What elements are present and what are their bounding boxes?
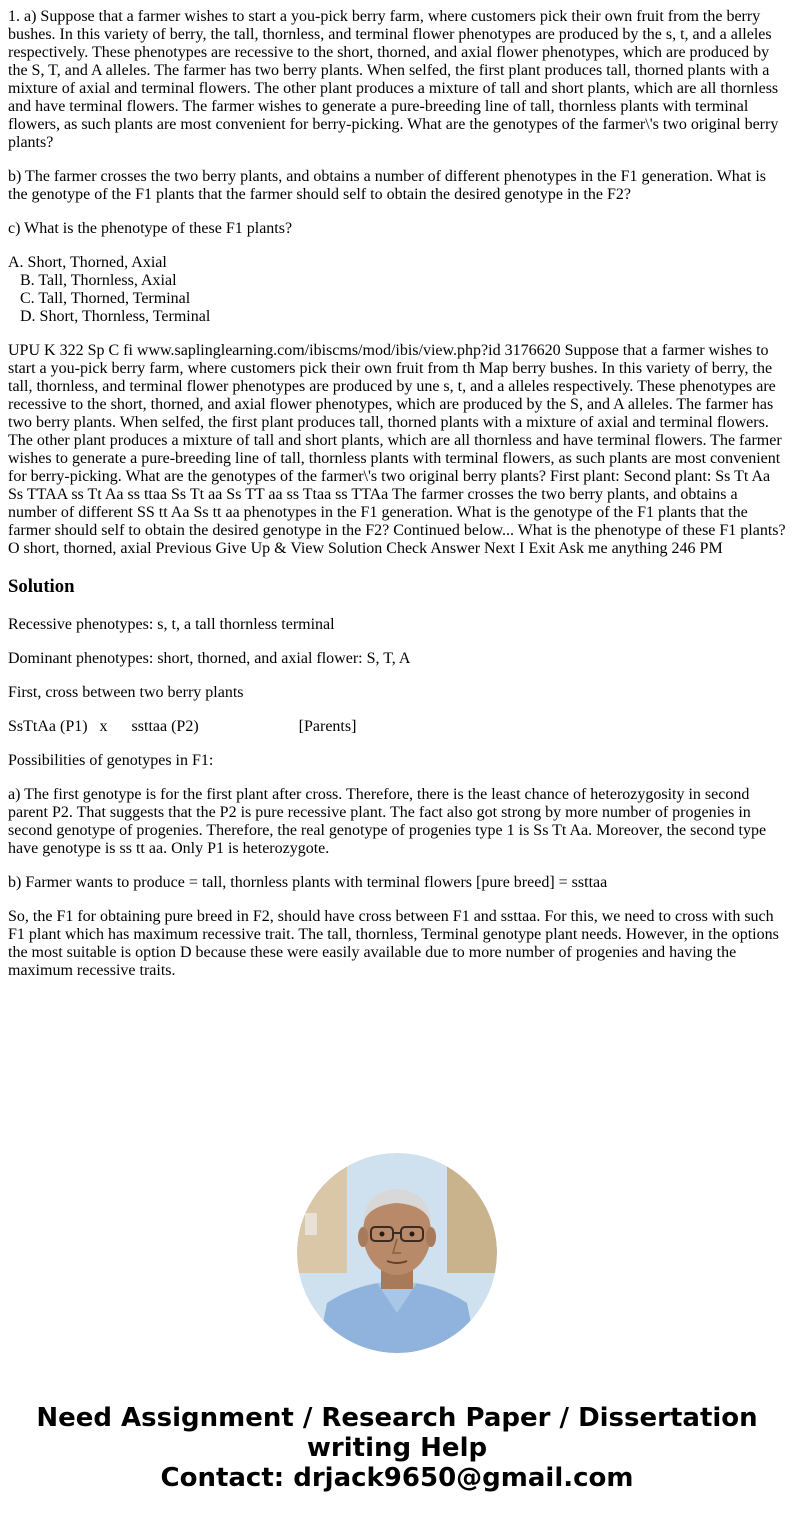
solution-first-cross: First, cross between two berry plants [8,684,244,701]
solution-possibilities: Possibilities of genotypes in F1: [8,752,214,769]
solution-dominant: Dominant phenotypes: short, thorned, and axial flower: S, T, A [8,650,411,667]
solution-parents-line: SsTtAa (P1) x ssttaa (P2) [Parents] [8,718,357,735]
option-d: D. Short, Thornless, Terminal [8,308,211,325]
answer-options [8,254,788,326]
solution-heading: Solution [8,576,75,597]
solution-answer-c: So, the F1 for obtaining pure breed in F2, should have cross between F1 and ssttaa. For this, we need to cross with such F1 plant which has maximum recessive trait. The tall, thornless, Terminal genotype plant needs. However, in the options the most suitable is option D because these were easily available due to more number of progenies and having the maximum recessive traits. [8,908,783,979]
option-b: B. Tall, Thornless, Axial [8,272,177,289]
question-part-b: b) The farmer crosses the two berry plants, and obtains a number of different phenotypes in the F1 generation. What is the genotype of the F1 plants that the farmer should self to obtain the desired genotype in the F2? [8,168,771,203]
question-part-c: c) What is the phenotype of these F1 plants? [8,220,293,237]
option-a: A. Short, Thorned, Axial [8,254,167,271]
solution-answer-a: a) The first genotype is for the first plant after cross. Therefore, there is the least chance of heterozygosity in second parent P2. That suggests that the P2 is pure recessive plant. The fact also got strong by more number of progenies in second genotype of progenies. Therefore, the real genotype of progenies type 1 is Ss Tt Aa. Moreover, the second type have genotype is ss tt aa. Only P1 is heterozygote. [8,786,771,857]
footer-line-1: Need Assignment / Research Paper / Dissertation [36,1403,758,1433]
document-body [8,8,788,996]
screenshot-ocr-text: UPU K 322 Sp C fi www.saplinglearning.com/ibiscms/mod/ibis/view.php?id 3176620 Suppose that a farmer wishes to start a you-pick berry farm, where customers pick their own fruit from th Map berry bushes. In this variety of berry, the tall, thornless, and terminal flower phenotypes are produced by une s, t, and a alleles respectively. These phenotypes are recessive to the short, thorned, and axial flower phenotypes, which are produced by the S, and A alleles. The farmer has two berry plants. When selfed, the first plant produces tall, thorned plants with a mixture of axial and terminal flowers. The other plant produces a mixture of tall and short plants, which are all thornless and have terminal flowers. The farmer wishes to generate a pure-breeding line of tall, thornless plants with terminal flowers, as such plants are most convenient for berry-picking. What are the genotypes of the farmer\'s two original berry plants? First plant: Second plant: Ss Tt Aa Ss TTAA ss Tt Aa ss ttaa Ss Tt aa Ss TT aa ss Ttaa ss TTAa The farmer crosses the two berry plants, and obtains a number of different SS tt Aa Ss tt aa phenotypes in the F1 generation. What is the genotype of the F1 plants that the farmer should self to obtain the desired genotype in the F2? Continued below... What is the phenotype of these F1 plants? O short, thorned, axial Previous Give Up & View Solution Check Answer Next I Exit Ask me anything 246 PM [8,342,790,557]
question-part-a: 1. a) Suppose that a farmer wishes to start a you-pick berry farm, where customers pick their own fruit from the berry bushes. In this variety of berry, the tall, thornless, and terminal flower phenotypes are produced by the s, t, and a alleles respectively. These phenotypes are recessive to the short, thorned, and axial flower phenotypes, which are produced by the S, T, and A alleles. The farmer has two berry plants. When selfed, the first plant produces tall, thorned plants with a mixture of axial and terminal flowers. The other plant produces a mixture of tall and short plants, which are all thornless and have terminal flowers. The farmer wishes to generate a pure-breeding line of tall, thornless plants with terminal flowers, as such plants are most convenient for berry-picking. What are the genotypes of the farmer\'s two original berry plants? [8,8,783,151]
author-avatar [297,1153,497,1353]
solution-recessive: Recessive phenotypes: s, t, a tall thornless terminal [8,616,335,633]
solution-answer-b: b) Farmer wants to produce = tall, thornless plants with terminal flowers [pure breed] = ssttaa [8,874,608,891]
option-c: C. Tall, Thorned, Terminal [8,290,191,307]
footer-advert [0,1403,794,1493]
author-portrait-icon [297,1153,497,1353]
footer-contact: Contact: drjack9650@gmail.com [160,1463,634,1493]
footer-line-2: writing Help [306,1433,488,1463]
